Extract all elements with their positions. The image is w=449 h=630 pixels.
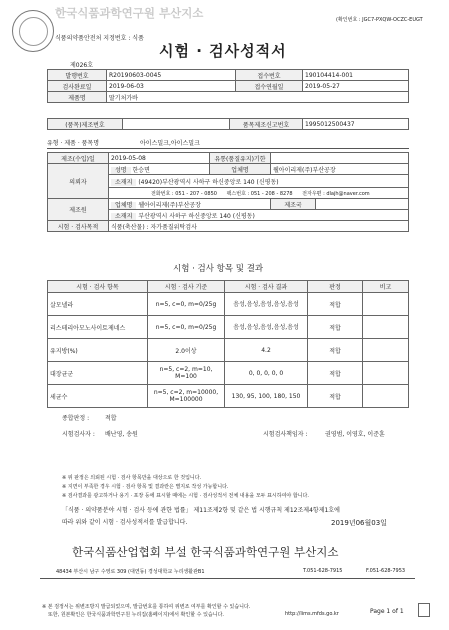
maker-country-label: 제조국 <box>271 199 316 210</box>
row-verdict: 적합 <box>308 293 363 316</box>
row-result: 음성,음성,음성,음성,음성 <box>225 293 308 316</box>
address-label: 소재지 <box>111 179 136 186</box>
receipt-no: 190104414-001 <box>303 70 409 81</box>
receipt-date: 2019-05-27 <box>303 81 409 92</box>
maker-company-cell <box>109 199 271 210</box>
issue-no-label: 발행번호 <box>48 70 107 81</box>
row-result: 130, 95, 100, 180, 150 <box>225 385 308 408</box>
fax-label: 팩스번호 : <box>226 190 250 197</box>
footer-address: 48434 부산시 남구 수영로 309 (대연동) 경성대학교 누리생활관B1 <box>56 569 205 575</box>
item-report-value <box>123 119 230 130</box>
client-address: (49420)부산광역시 사하구 하신중앙로 140 (신평동) <box>138 178 279 186</box>
designation-number: 식품의약품안전처 지정번호 : 식품 <box>55 35 144 42</box>
email: dlajh@naver.com <box>326 190 370 197</box>
footer-fax: F.051-628-7953 <box>366 568 406 574</box>
row-criteria: n=5, c=2, m=10, M=100 <box>148 362 225 385</box>
row-criteria: n=5, c=2, m=10000, M=100000 <box>148 385 225 408</box>
results-table <box>47 280 409 408</box>
phone: 051 - 207 - 0850 <box>175 190 217 197</box>
contact-cell <box>109 188 409 199</box>
row-result: 4.2 <box>225 339 308 362</box>
client-address-cell <box>109 175 409 188</box>
col-remarks: 비고 <box>363 281 409 293</box>
row-remark <box>363 362 409 385</box>
col-verdict: 판정 <box>308 281 363 293</box>
overall-verdict: 적합 <box>105 415 117 422</box>
row-criteria: 2.0이상 <box>148 339 225 362</box>
item-report-no-label: 품목제조신고번호 <box>230 119 303 130</box>
confirm-number: (확인번호 : JGC7-PXQW-OCZC-EUGT <box>336 17 423 23</box>
purpose-label: 시험 · 검사목적 <box>48 221 109 232</box>
receipt-no-label: 접수번호 <box>236 70 303 81</box>
name-label: 성명 <box>111 167 131 174</box>
row-result: 음성,음성,음성,음성,음성 <box>225 316 308 339</box>
note-3: ※ 검사결과를 광고하거나 용기 · 포장 등에 표시할 때에는 시험 · 검사성적서 전체 내용을 모두 표시하여야 합니다. <box>62 493 309 499</box>
maker-country <box>316 199 409 210</box>
tester: 배난영, 송원 <box>105 431 138 438</box>
faded-org-name: 한국식품과학연구원 부산지소 <box>55 6 204 20</box>
expiry-label: 유통(품질유지)기한 <box>210 153 271 164</box>
item-report-label: (품목)제조번호 <box>48 119 123 130</box>
row-verdict: 적합 <box>308 339 363 362</box>
company-name: 웰아이리제(주)부산공장 <box>271 164 409 175</box>
responsible: 권영범, 이영호, 이준훈 <box>325 431 385 438</box>
row-item: 리스테리아모노사이토제네스 <box>48 316 148 339</box>
row-verdict: 적합 <box>308 362 363 385</box>
company-label: 업체명 <box>210 164 271 175</box>
footer-note-1: ※ 본 검정서는 위변조방지 발급되었으며, 발급번호를 통하여 위변조 여부를 확인할 수 있습니다. <box>42 604 251 610</box>
col-criteria: 시험 · 검사 기준 <box>148 281 225 293</box>
mfg-date: 2019-05-08 <box>109 153 210 164</box>
complete-date: 2019-06-03 <box>107 81 236 92</box>
table-row <box>48 362 409 385</box>
expiry-value <box>271 153 409 164</box>
maker-address-cell <box>109 210 409 221</box>
issue-date: 2019년06월03일 <box>331 519 387 527</box>
type-label: 유형 · 제품 · 품목명 <box>47 140 100 147</box>
table-row <box>48 339 409 362</box>
fax: 051 - 208 - 8278 <box>250 190 293 197</box>
note-1: ※ 위 판정은 의뢰된 시험 · 검사 항목만을 대상으로 한 것입니다. <box>62 475 202 481</box>
col-result: 시험 · 검사 결과 <box>225 281 308 293</box>
responsible-label: 시험검사책임자 : <box>263 431 308 438</box>
client-name: 한승면 <box>132 166 150 174</box>
row-remark <box>363 316 409 339</box>
maker-label: 제조원 <box>48 199 109 221</box>
footer-tel: T.051-628-7915 <box>303 568 343 574</box>
divider <box>47 148 409 149</box>
maker-address: 부산광역시 사하구 하신중앙로 140 (신평동) <box>138 212 255 220</box>
mfg-date-label: 제조(수입)일 <box>48 153 109 164</box>
table-row <box>48 293 409 316</box>
issue-no: R20190603-0045 <box>107 70 236 81</box>
info-table <box>47 69 409 103</box>
row-criteria: n=5, c=0, m=0/25g <box>148 316 225 339</box>
row-item: 살모넬라 <box>48 293 148 316</box>
page-title: 시험 · 검사성적서 <box>159 42 287 60</box>
client-label: 의뢰자 <box>48 164 109 199</box>
results-section-title: 시험 · 검사 항목 및 결과 <box>173 264 264 274</box>
tester-label: 시험검사자 : <box>62 431 95 438</box>
table-row <box>48 316 409 339</box>
row-remark <box>363 385 409 408</box>
item-table <box>47 118 409 130</box>
row-remark <box>363 339 409 362</box>
receipt-date-label: 접수연월일 <box>236 81 303 92</box>
row-criteria: n=5, c=0, m=0/25g <box>148 293 225 316</box>
col-item: 시험 · 검사 항목 <box>48 281 148 293</box>
statement-line-2: 따라 위와 같이 시험 · 검사성적서를 발급합니다. <box>62 519 188 526</box>
official-seal-stamp <box>12 10 54 52</box>
maker-address-label: 소재지 <box>111 213 136 220</box>
footer-note-2: 또한, 원본확인은 한국식품과학연구원 누리집(홈페이지)에서 확인할 수 있습니다. <box>48 612 225 618</box>
note-2: ※ 지면이 부족한 경우 시험 · 검사 항목 및 결과란은 별지로 작성 가능합니다. <box>62 484 229 490</box>
table-row <box>48 385 409 408</box>
purpose: 식품(축산물) : 자가품질위탁검사 <box>109 221 409 232</box>
row-item: 세균수 <box>48 385 148 408</box>
footer-org-name: 한국식품산업협회 부설 한국식품과학연구원 부산지소 <box>72 545 339 559</box>
item-report-no: 1995012500437 <box>303 119 409 130</box>
complete-date-label: 검사완료일 <box>48 81 107 92</box>
barcode-mark <box>418 603 430 617</box>
row-item: 대장균군 <box>48 362 148 385</box>
row-result: 0, 0, 0, 0, 0 <box>225 362 308 385</box>
page-number: Page 1 of 1 <box>370 608 404 615</box>
form-number: 제026호 <box>70 62 94 69</box>
overall-label: 종합판정 : <box>62 415 90 422</box>
row-verdict: 적합 <box>308 316 363 339</box>
maker-company-label: 업체명 <box>111 202 136 209</box>
footer-divider <box>40 578 415 579</box>
product-label: 제품명 <box>48 92 107 103</box>
type-value: 아이스밀크,아이스밀크 <box>140 140 200 147</box>
maker-company: 웰아이리제(주)부산공장 <box>138 201 201 209</box>
footer-url[interactable]: http://lims.mfds.go.kr <box>285 611 339 617</box>
phone-label: 전화번호 : <box>151 190 174 197</box>
row-remark <box>363 293 409 316</box>
row-verdict: 적합 <box>308 385 363 408</box>
client-name-cell <box>109 164 210 175</box>
statement-line-1: 「식품 · 의약품분야 시험 · 검사 등에 관한 법률」 제11조제2항 및 같은 법 시행규칙 제12조제4항제1호에 <box>62 507 340 514</box>
row-item: 유지방(%) <box>48 339 148 362</box>
client-table <box>47 152 409 232</box>
email-label: 전자우편 : <box>302 190 325 197</box>
product-name: 딸기처가바 <box>107 92 409 103</box>
